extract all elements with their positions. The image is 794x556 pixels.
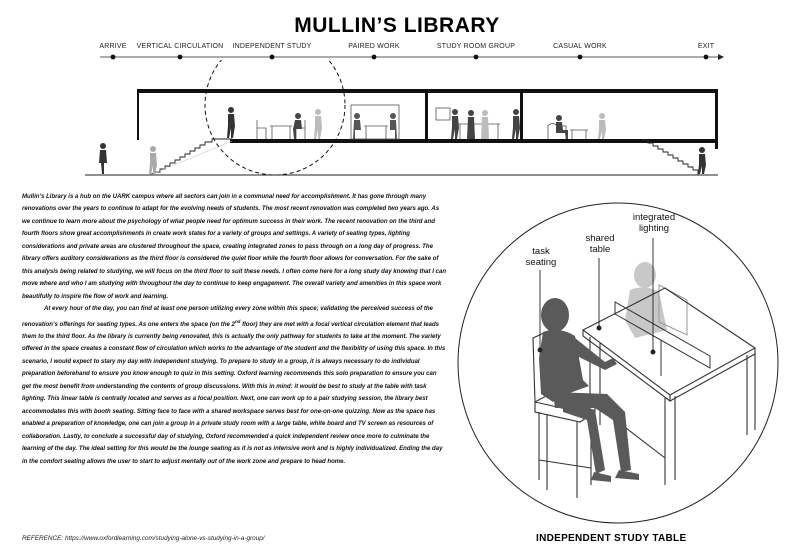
partition-wall-1 xyxy=(425,89,428,141)
timeline-dot-casual-work xyxy=(578,55,583,60)
timeline-label-study-room-group: STUDY ROOM GROUP xyxy=(436,43,516,50)
timeline-label-arrive: ARRIVE xyxy=(99,43,127,50)
figure-exit xyxy=(698,147,706,174)
timeline-dot-vertical-circulation xyxy=(178,55,183,60)
paragraph-2-part-b: floor) they are met with a focal vertical circulation element that leads them to the third floor. As the library is currently being renovated, this is actually the only pathway for students to take at the moment. The variety offered in the space creates a constant flow of circulation which works to the advantage of the student and the flexibility of using this space. In this scenario, I would expect to stary my day with independent studying. To prepare to study in a group, it is always necessary to do individual preparation beforehand to ensure you know enough to quiz in this setting. Oxford learning recommends this solo preparation to ensure you can get the most benefit from understanding the contents of group discussions. With this in mind: it would be best to study at the table with task lighting. This linear table is centrally located and serves as a focal position. Next, one can work up to a pair studying session, the library best accommodates this with booth seating. Sitting face to face with a shared workspace serves best for one-on-one quizzing. Now as the space has enabled a preparation of knowledge, one can join a group in a private study room with a large table, white board and TV screen as resources of collaboration. Lastly, to conclude a successful day of studying, Oxford recommended a quick independent review once more to culminate the learning of the day. The ideal setting for this would be the lounge seating as it is not as intensive work and is highly individualized. Ending the day in the comfort seating allows the user to start to adjust mentally out of the work zone and prepare to head home. xyxy=(22,321,446,465)
timeline-dot-independent-study xyxy=(270,55,275,60)
timeline-label-independent-study: INDEPENDENT STUDY xyxy=(232,43,312,50)
figure-seated xyxy=(293,113,302,139)
label-shared-table: shared table xyxy=(585,233,615,255)
timeline-label-vertical-circulation: VERTICAL CIRCULATION xyxy=(136,43,224,50)
seated-person xyxy=(539,298,639,482)
stair-left xyxy=(150,139,232,175)
study-table xyxy=(583,288,755,485)
paragraph-2-part-a: At every hour of the day, you can find at least one person utilizing every zone within this space; validating the perceived success of the renovation’s offerings for seating types. As one enters the space (on the 2 xyxy=(22,306,433,328)
timeline-dot-arrive xyxy=(111,55,116,60)
timeline-dot-exit xyxy=(704,55,709,60)
focus-circle xyxy=(205,60,345,175)
ghost-person xyxy=(625,262,667,338)
timeline-label-exit: EXIT xyxy=(697,43,715,50)
figure-ghost xyxy=(314,109,322,139)
timeline-label-paired-work: PAIRED WORK xyxy=(348,43,400,50)
detail-caption: INDEPENDENT STUDY TABLE xyxy=(536,533,687,544)
partition-wall-2 xyxy=(520,89,523,141)
paragraph-2 xyxy=(22,303,446,468)
journey-timeline xyxy=(0,0,794,60)
figure-group-ghost xyxy=(481,110,489,139)
timeline-dot-study-room-group xyxy=(474,55,479,60)
stair-right xyxy=(642,140,698,175)
paragraph-1: Mullin’s Library is a hub on the UARK campus where all sectors can join in a communal need for accomplishment. It has gone through many renovations over the years to continue to adapt for the evolving needs of students. The most recent renovation was completed two years ago. As we continue to learn more about the psychology of what people need for optimum success in their work. The recent renovation on the third and fourth floors show great accomplishments in create work states for a variety of groups and settings. A variety of seating types, lighting considerations and private areas are clustered throughout the space, creating integrated zones to pass through on a long day of progress. The library offers auditory considerations as the third floor is considered the quiet floor while the fourth floor allows for conversation. For the sake of this analysis being related to studying, we will focus on the third floor to suit these needs. I often come here for a long study day knowing that I can move where and who I am studying with throughout the day to continue to keep engagement. The overall variety and amenities in this space work beautifully to inspire the flow of work and learning. xyxy=(22,194,447,300)
page-title: MULLIN’S LIBRARY xyxy=(294,14,500,37)
figure-arrive xyxy=(99,143,107,174)
label-integrated-lighting: integrated lighting xyxy=(632,212,676,234)
left-wall xyxy=(137,89,139,140)
figure-walking xyxy=(227,107,235,138)
timeline-dot-paired-work xyxy=(372,55,377,60)
label-task-seating: task seating xyxy=(525,246,557,268)
reference-note: REFERENCE: https://www.oxfordlearning.com/studying-alone-vs-studying-in-a-group/ xyxy=(22,535,265,542)
library-section-drawing xyxy=(0,60,794,180)
analysis-text xyxy=(22,191,446,468)
ordinal-suffix: nd xyxy=(234,318,241,324)
figure-stair xyxy=(149,146,157,174)
timeline-label-casual-work: CASUAL WORK xyxy=(553,43,607,50)
figure-lounge-ghost xyxy=(598,113,606,139)
